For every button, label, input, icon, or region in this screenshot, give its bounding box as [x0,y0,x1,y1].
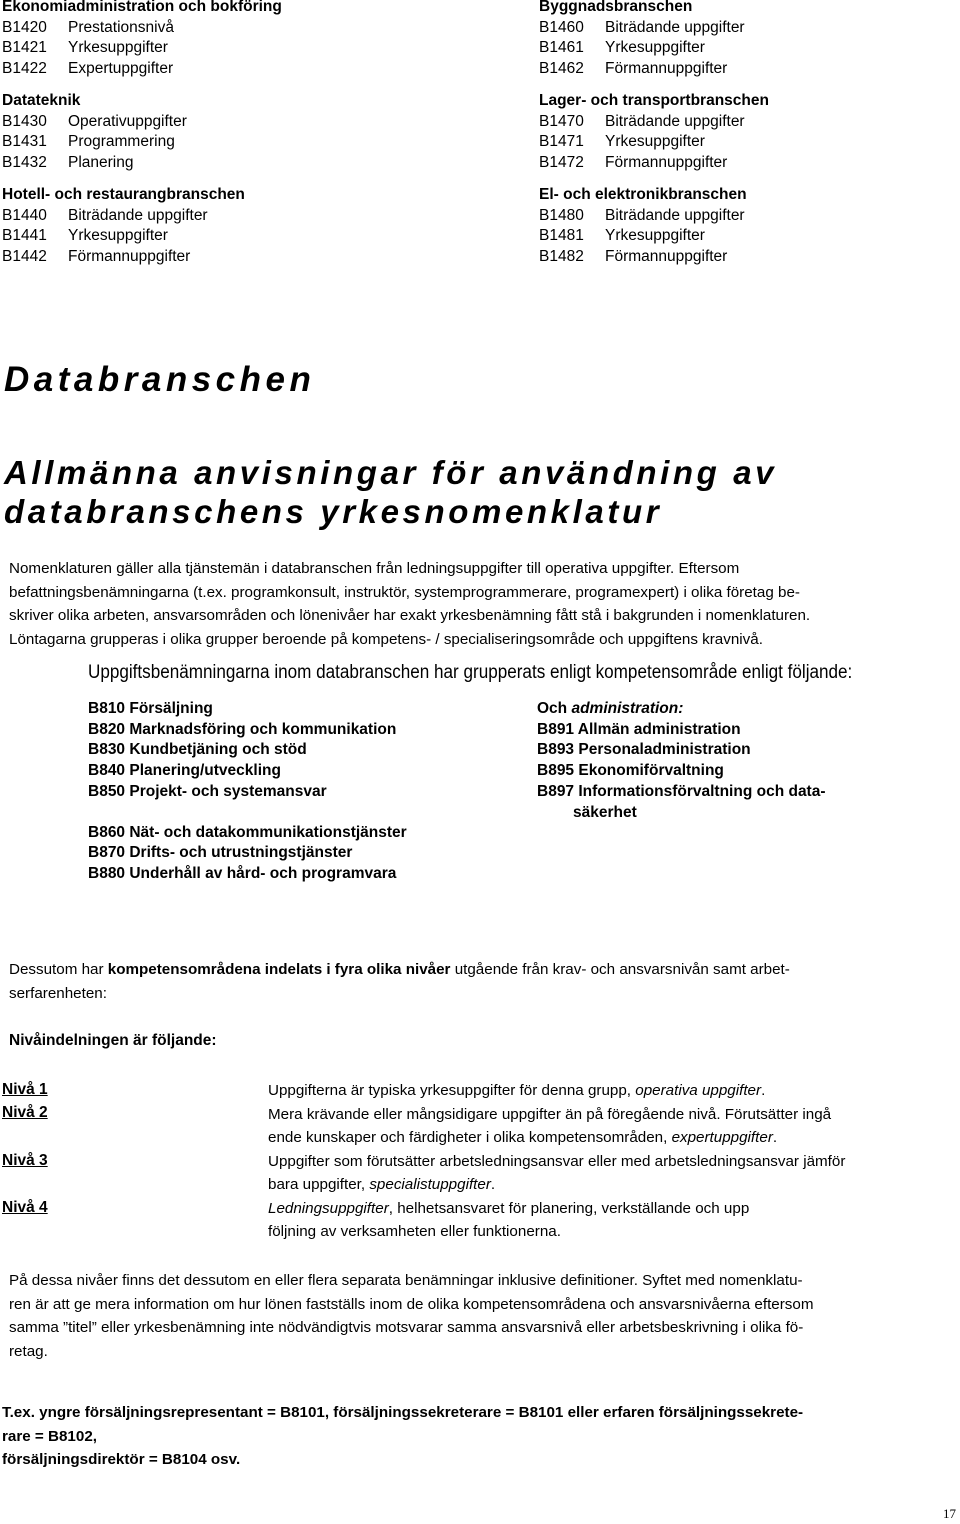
category-item-continuation: säkerhet [573,803,637,821]
page-number: 17 [943,1506,956,1521]
level-text: Mera krävande eller mångsidigare uppgifter än på föregående nivå. Förutsätter ingå [268,1105,832,1123]
example-line: försäljningsdirektör = B8104 osv. [2,1451,241,1468]
page-title: Databranschen [4,360,316,399]
industry-title: Ekonomiadministration och bokföring [2,0,282,15]
category-item: B893 Personaladministration [537,741,751,759]
industry-code: B1460 [539,18,584,36]
industry-label: Biträdande uppgifter [605,18,745,36]
levels-paragraph-line [9,958,959,982]
industry-code: B1430 [2,112,47,130]
industry-code: B1471 [539,133,584,151]
industry-label: Yrkesuppgifter [68,227,168,245]
level-text: Uppgifterna är typiska yrkesuppgifter för denna grupp, [268,1082,636,1099]
category-item: B860 Nät- och datakommunikationstjänster [88,823,407,841]
industry-item [539,247,769,268]
industry-item [2,153,282,174]
level-text: Uppgifter som förutsätter arbetsledningsansvar eller med arbetsledningsansvar jämför [268,1152,846,1170]
industry-title: Datateknik [2,92,81,109]
level-emphasis: operativa uppgifter [635,1082,762,1099]
industry-label: Expertuppgifter [68,59,174,77]
section-title-line-1: Allmänna anvisningar för användning av [4,454,778,491]
example-line: rare = B8102, [2,1427,97,1445]
industry-code: B1461 [539,39,584,57]
industry-group [2,185,282,267]
level-text: följning av verksamheten eller funktionerna. [268,1223,561,1240]
industry-code: B1480 [539,206,584,224]
industry-list-left [2,0,282,267]
industry-code: B1472 [539,153,584,171]
industry-label: Förmannuppgifter [605,247,728,265]
industry-group [2,0,282,91]
level-label: Nivå 2 [2,1104,48,1121]
industry-list-right [539,0,769,267]
industry-title: El- och elektronikbranschen [539,186,747,203]
industry-code: B1422 [2,59,47,77]
closing-line: retag. [9,1342,48,1360]
industry-group [539,185,769,267]
level-emphasis: expertuppgifter [671,1129,773,1146]
level-text: . [772,1129,778,1146]
industry-label: Förmannuppgifter [605,153,728,171]
category-item: B897 Informationsförvaltning och data- [537,782,826,800]
level-label: Nivå 4 [2,1199,48,1216]
category-item: B820 Marknadsföring och kommunikation [88,720,397,738]
industry-label: Yrkesuppgifter [605,227,705,245]
industry-title: Lager- och transportbranschen [539,92,769,109]
industry-item [2,59,282,80]
industry-item [539,38,769,59]
level-description-line [268,1079,958,1103]
industry-code: B1462 [539,59,584,77]
industry-code: B1432 [2,153,47,171]
industry-label: Yrkesuppgifter [605,133,705,151]
level-text: . [761,1082,766,1099]
level-text: , helhetsansvaret för planering, verkställande och upp [388,1199,750,1217]
industry-code: B1441 [2,227,47,245]
example-line: T.ex. yngre försäljningsrepresentant = B8101, försäljningssekreterare = B8101 eller erfaren försäljningssekrete- [2,1404,804,1421]
level-label: Nivå 3 [2,1152,48,1169]
industry-group [539,91,769,185]
level-description-line [268,1126,958,1150]
industry-item [539,132,769,153]
industry-label: Yrkesuppgifter [605,39,705,57]
industry-item [2,206,282,227]
industry-item [2,38,282,59]
category-item: B830 Kundbetjäning och stöd [88,741,307,759]
level-description-line [268,1220,958,1244]
level-emphasis: specialistuppgifter [369,1176,491,1193]
category-item: B895 Ekonomiförvaltning [537,762,724,780]
industry-label: Biträdande uppgifter [68,206,208,224]
admin-title: administration: [571,700,684,717]
industry-label: Yrkesuppgifter [68,39,168,57]
industry-label: Förmannuppgifter [605,59,728,77]
example-paragraph [2,1401,957,1472]
competence-lead: Uppgiftsbenämningarna inom databranschen har grupperats enligt kompetensområde enligt följande: [88,662,853,683]
industry-code: B1431 [2,133,47,151]
industry-label: Operativuppgifter [68,112,187,130]
categories-right [537,699,826,823]
industry-label: Biträdande uppgifter [605,206,745,224]
levels-paragraph-emphasis: kompetensområdena indelats i fyra olika nivåer [107,961,451,978]
industry-code: B1440 [2,206,47,224]
industry-item [539,59,769,80]
category-item: B840 Planering/utveckling [88,762,281,780]
industry-item [539,226,769,247]
industry-code: B1442 [2,247,47,265]
intro-line: skriver olika arbeten, ansvarsområden och lönenivåer har exakt yrkesbenämning fått stå i bakgrunden i nomenklaturen. [9,607,811,625]
closing-line: ren är att ge mera information om hur lönen fastställs inom de olika kompetensområdena och ansvarsnivåerna eftersom [9,1295,814,1313]
industry-label: Prestationsnivå [68,18,174,36]
category-item: B891 Allmän administration [537,720,741,738]
industry-group [539,0,769,91]
category-item: B850 Projekt- och systemansvar [88,782,327,800]
category-item: B870 Drifts- och utrustningstjänster [88,844,353,862]
intro-line: Nomenklaturen gäller alla tjänstemän i databranschen från ledningsuppgifter till operativa uppgifter. Eftersom [9,560,740,577]
admin-prefix: Och [537,700,572,717]
level-description-line [268,1150,958,1174]
industry-code: B1481 [539,227,584,245]
industry-item [2,18,282,39]
industry-item [539,153,769,174]
industry-code: B1482 [539,247,584,265]
intro-line: befattningsbenämningarna (t.ex. programkonsult, instruktör, systemprogrammerare, programexpert) i olika företag be- [9,583,800,601]
industry-label: Programmering [68,133,175,151]
categories-left [88,699,407,885]
section-title-line-2: databranschens yrkesnomenklatur [4,493,663,530]
level-text: ende kunskaper och färdigheter i olika kompetensområden, [268,1129,672,1146]
industry-item [2,132,282,153]
industry-item [539,112,769,133]
industry-code: B1470 [539,112,584,130]
level-emphasis: Ledningsuppgifter [268,1199,389,1217]
closing-paragraph [9,1269,959,1363]
level-descriptions [268,1079,958,1244]
industry-label: Biträdande uppgifter [605,112,745,130]
levels-paragraph-text: utgående från krav- och ansvarsnivån samt arbet- [450,961,790,978]
industry-code: B1421 [2,39,47,57]
admin-heading [537,699,826,720]
intro-line: Löntagarna grupperas i olika grupper beroende på kompetens- / specialiseringsområde och uppgiftens kravnivå. [9,631,763,649]
intro-paragraph [9,557,959,652]
industry-code: B1420 [2,18,47,36]
industry-group [2,91,282,185]
category-item: B880 Underhåll av hård- och programvara [88,864,397,882]
industry-title: Hotell- och restaurangbranschen [2,186,245,203]
level-label: Nivå 1 [2,1081,48,1098]
industry-title: Byggnadsbranschen [539,0,693,15]
closing-line: samma ”titel” eller yrkesbenämning inte nödvändigtvis motsvarar samma ansvarsnivå eller arbetsbeskrivning i olika fö- [9,1319,804,1336]
levels-paragraph-text: Dessutom har [9,961,108,978]
level-text: bara uppgifter, [268,1176,370,1193]
industry-item [2,226,282,247]
industry-label: Planering [68,153,134,171]
closing-line: På dessa nivåer finns det dessutom en eller flera separata benämningar inklusive definitioner. Syftet med nomenklatu- [9,1272,803,1289]
levels-heading: Nivåindelningen är följande: [9,1032,217,1049]
industry-label: Förmannuppgifter [68,247,191,265]
levels-paragraph [9,958,959,1005]
level-description-line [268,1197,958,1221]
level-text: . [490,1176,496,1193]
category-item: B810 Försäljning [88,700,213,717]
industry-item [2,112,282,133]
level-description-line [268,1173,958,1197]
industry-item [539,206,769,227]
industry-item [539,18,769,39]
levels-paragraph-line: serfarenheten: [9,984,107,1002]
industry-item [2,247,282,268]
level-description-line [268,1103,958,1127]
